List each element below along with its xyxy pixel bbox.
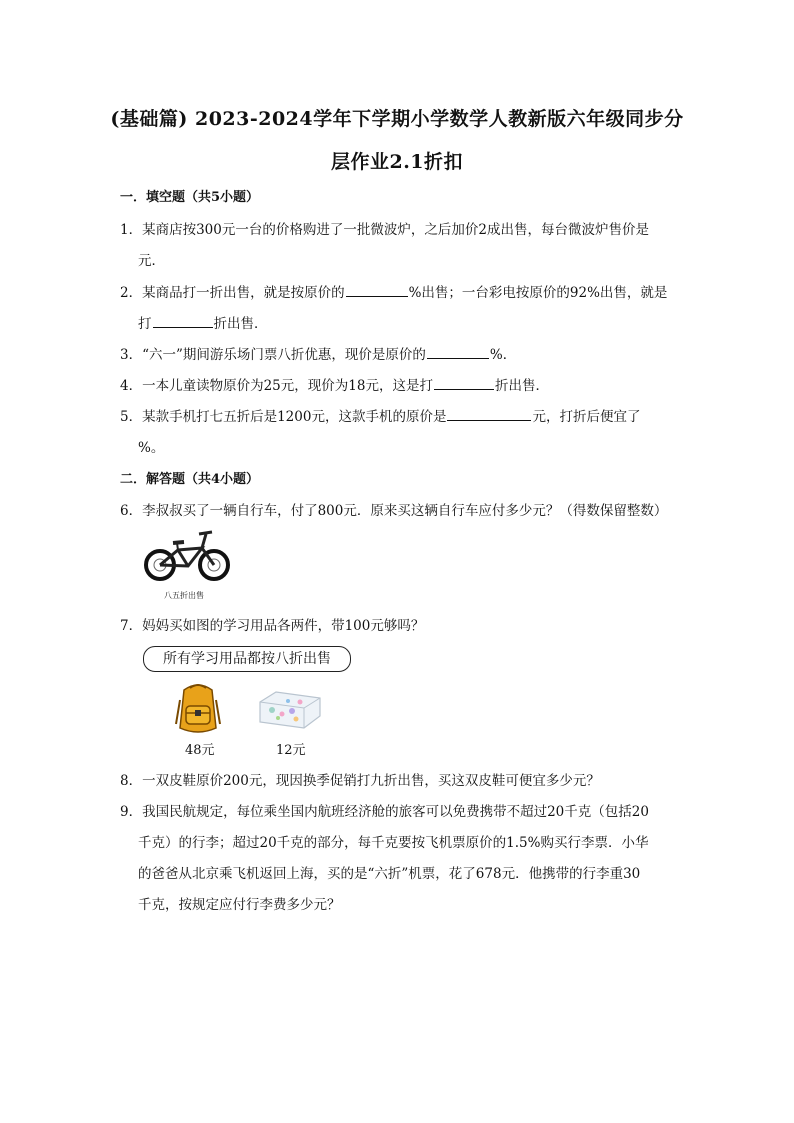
question-5-text-a: 5．某款手机打七五折后是1200元，这款手机的原价是 [120, 409, 447, 425]
question-3-line1 [120, 343, 516, 363]
question-3-text-b: %． [489, 347, 517, 363]
question-9-line2: 千克）的行李；超过20千克的部分，每千克要按飞机票原价的1.5%购买行李票．小华 [138, 835, 649, 851]
answer-blank[interactable] [346, 282, 408, 297]
question-9-line1: 9．我国民航规定，每位乘坐国内航班经济舱的旅客可以免费携带不超过20千克（包括20 [120, 804, 649, 820]
question-9-line4: 千克，按规定应付行李费多少元？ [138, 897, 341, 913]
question-2-line1 [120, 281, 667, 301]
question-2-text-c: 打 [138, 316, 152, 332]
page-title-line2: 层作业2.1折扣 [330, 151, 464, 173]
question-5-line2: %。 [138, 440, 165, 456]
answer-blank[interactable] [434, 375, 494, 390]
pencil-case-price: 12元 [276, 743, 306, 758]
answer-blank[interactable] [427, 344, 489, 359]
answer-blank[interactable] [153, 313, 213, 328]
section-fill-blank-heading: 一．填空题（共5小题） [120, 190, 260, 205]
question-5-line1 [120, 405, 640, 425]
question-2-text-b: %出售；一台彩电按原价的92%出售，就是 [408, 285, 668, 301]
question-5-text-b: 元，打折后便宜了 [532, 409, 641, 425]
question-4-line1 [120, 374, 549, 394]
section-answer-heading: 二．解答题（共4小题） [120, 472, 260, 487]
question-1-line2: 元． [138, 253, 165, 269]
question-2-text-d: 折出售． [213, 316, 268, 332]
question-8-text: 8．一双皮鞋原价200元，现因换季促销打九折出售，买这双皮鞋可便宜多少元？ [120, 773, 600, 789]
backpack-image [170, 680, 226, 738]
question-4-text-a: 4．一本儿童读物原价为25元，现价为18元，这是打 [120, 378, 433, 394]
question-3-text-a: 3．“六一”期间游乐场门票八折优惠，现价是原价的 [120, 347, 426, 363]
bicycle-image [140, 526, 236, 598]
question-7-text: 7．妈妈买如图的学习用品各两件，带100元够吗？ [120, 618, 425, 634]
page-title-line1: (基础篇) 2023-2024学年下学期小学数学人教新版六年级同步分 [110, 108, 684, 130]
answer-blank[interactable] [447, 406, 531, 421]
backpack-price: 48元 [185, 743, 215, 758]
pencil-case-image [254, 684, 326, 734]
question-9-line3: 的爸爸从北京乘飞机返回上海，买的是“六折”机票，花了678元．他携带的行李重30 [138, 866, 641, 882]
bicycle-caption: 八五折出售 [164, 591, 204, 600]
question-1-line1: 1．某商店按300元一台的价格购进了一批微波炉，之后加价2成出售，每台微波炉售价是 [120, 222, 649, 238]
discount-banner: 所有学习用品都按八折出售 [143, 646, 351, 672]
question-2-text-a: 2．某商品打一折出售，就是按原价的 [120, 285, 345, 301]
question-6-text: 6．李叔叔买了一辆自行车，付了800元．原来买这辆自行车应付多少元？（得数保留整数） [120, 503, 668, 519]
question-4-text-b: 折出售． [494, 378, 549, 394]
question-2-line2 [138, 312, 268, 332]
